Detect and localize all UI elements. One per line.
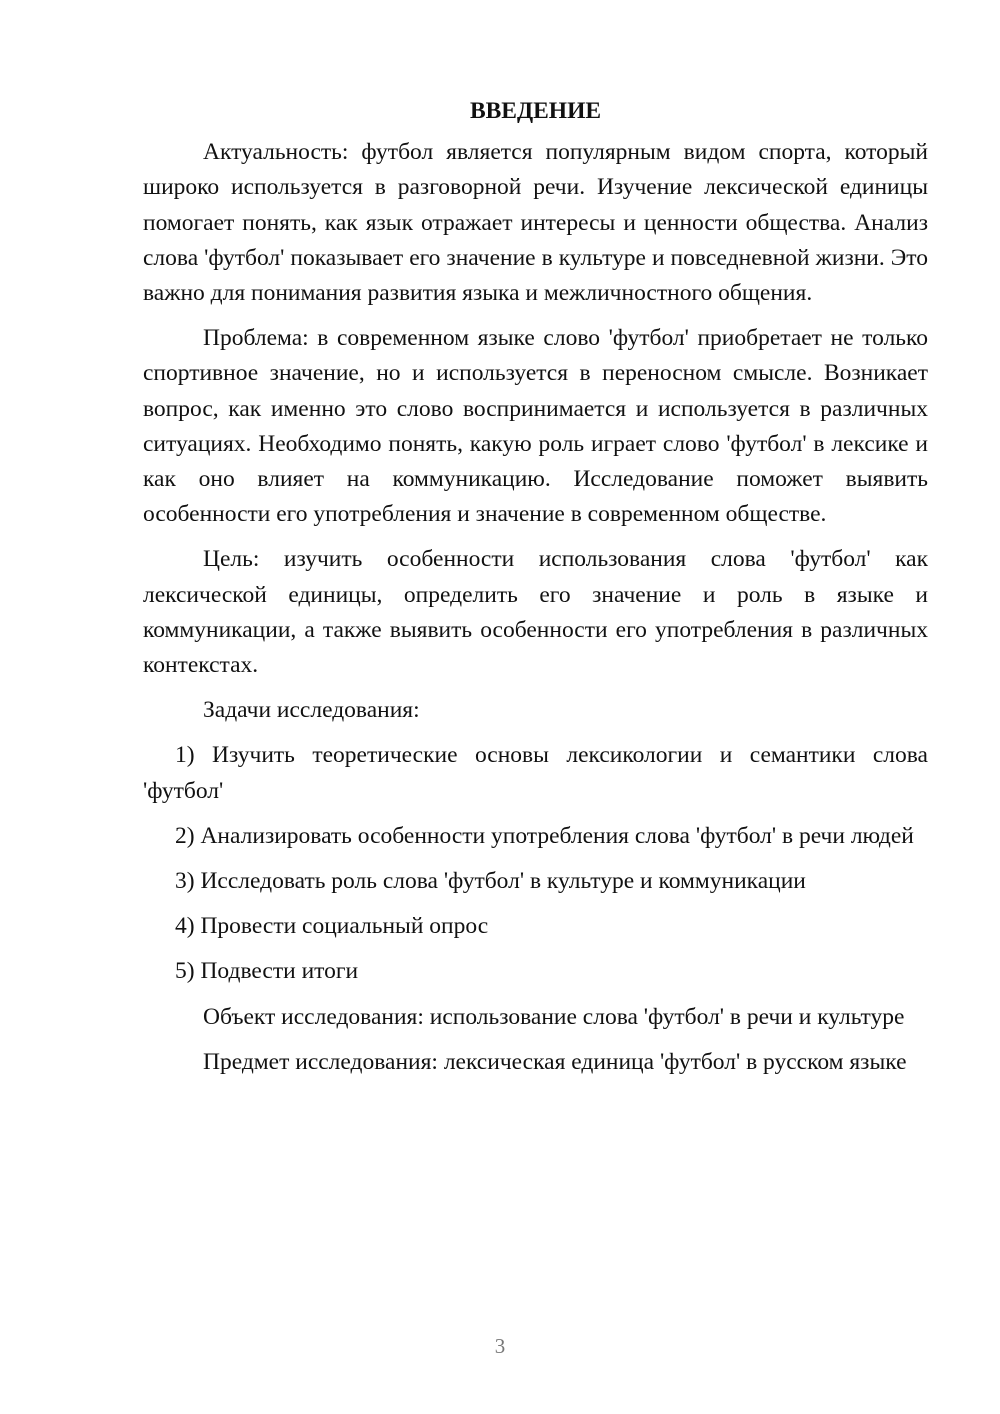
- section-heading: ВВЕДЕНИЕ: [469, 98, 602, 124]
- object-paragraph: Объект исследования: использование слова 'футбол' в речи и культуре: [203, 1003, 905, 1030]
- task-item: 5) Подвести итоги: [175, 958, 359, 985]
- page-number: 3: [494, 1334, 506, 1358]
- tasks-title: Задачи исследования:: [203, 697, 420, 724]
- page-content: [143, 94, 928, 1090]
- task-item: 4) Провести социальный опрос: [175, 913, 489, 940]
- relevance-paragraph: Актуальность: футбол является популярным видом спорта, который широко используется в разговорной речи. Изучение лексической единицы помогает понять, как язык отражает интересы и ценности общества. Анализ слова 'футбол' показывает его значение в культуре и повседневной жизни. Это важно для понимания развития языка и межличностного общения.: [143, 139, 928, 307]
- task-item: 3) Исследовать роль слова 'футбол' в культуре и коммуникации: [175, 868, 806, 895]
- problem-paragraph: Проблема: в современном языке слово 'футбол' приобретает не только спортивное значение, но и используется в переносном смысле. Возникает вопрос, как именно это слово воспринимается и используется в различных ситуациях. Необходимо понять, какую роль играет слово 'футбол' в лексике и как оно влияет на коммуникацию. Исследование поможет выявить особенности его употребления и значение в современном обществе.: [143, 325, 928, 528]
- task-item: 2) Анализировать особенности употребления слова 'футбол' в речи людей: [175, 822, 914, 849]
- subject-paragraph: Предмет исследования: лексическая единица 'футбол' в русском языке: [203, 1048, 907, 1075]
- goal-paragraph: Цель: изучить особенности использования слова 'футбол' как лексической единицы, определить его значение и роль в языке и коммуникации, а также выявить особенности его употребления в различных контекстах.: [143, 546, 928, 679]
- task-item: 1) Изучить теоретические основы лексикологии и семантики слова 'футбол': [143, 742, 928, 804]
